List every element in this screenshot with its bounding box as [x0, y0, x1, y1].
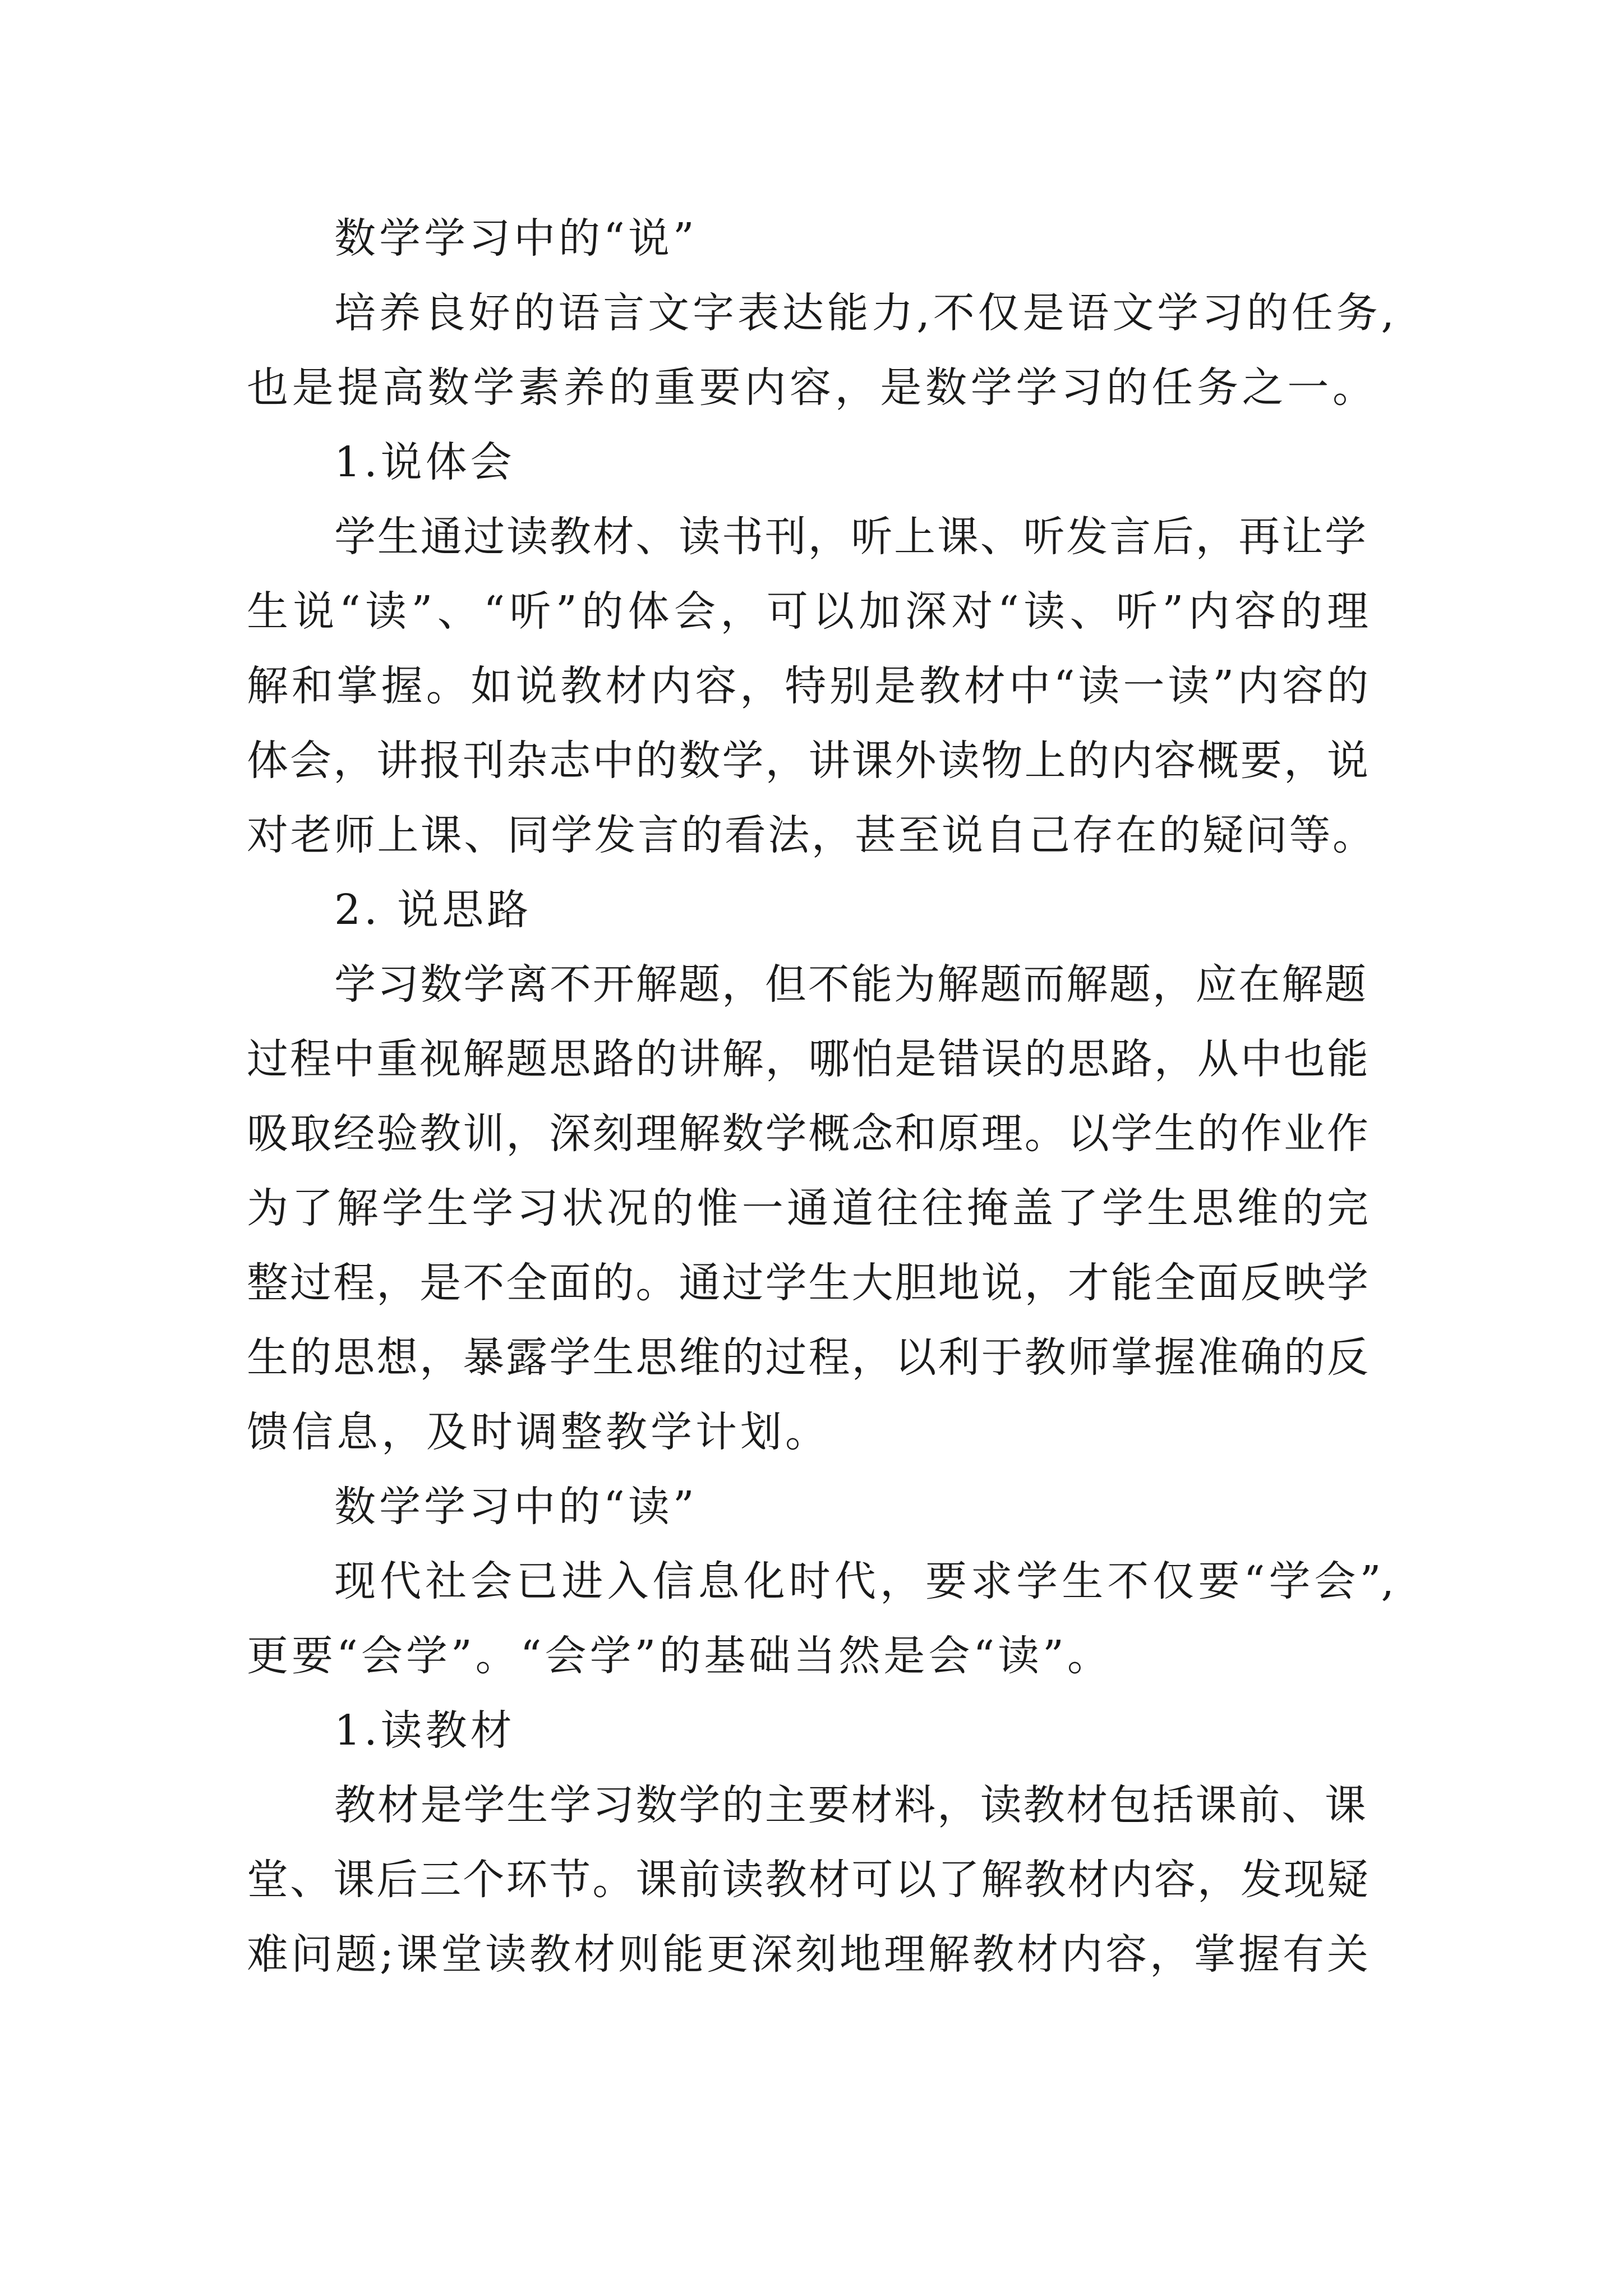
- paragraph-line: 堂、课后三个环节。课前读教材可以了解教材内容，发现疑: [247, 1856, 1368, 1904]
- subheading-thinking: 2. 说思路: [334, 886, 532, 934]
- paragraph-line: 体会，讲报刊杂志中的数学，讲课外读物上的内容概要，说: [247, 737, 1368, 785]
- paragraph-line: 过程中重视解题思路的讲解，哪怕是错误的思路，从中也能: [247, 1035, 1368, 1083]
- paragraph-line: 学生通过读教材、读书刊，听上课、听发言后，再让学: [334, 513, 1366, 561]
- paragraph-line: 生说“读”、“听”的体会，可以加深对“读、听”内容的理: [247, 587, 1368, 636]
- paragraph-line: 解和掌握。如说教材内容，特别是教材中“读一读”内容的: [247, 662, 1368, 710]
- paragraph-line: 学习数学离不开解题，但不能为解题而解题，应在解题: [334, 960, 1366, 1009]
- paragraph-line: 馈信息，及时调整教学计划。: [247, 1408, 830, 1456]
- section-heading-read: 数学学习中的“读”: [334, 1483, 698, 1531]
- paragraph-line: 教材是学生学习数学的主要材料，读教材包括课前、课: [334, 1781, 1366, 1829]
- paragraph-line: 生的思想，暴露学生思维的过程，以利于教师掌握准确的反: [247, 1333, 1368, 1382]
- paragraph-line: 现代社会已进入信息化时代，要求学生不仅要“学会”,: [334, 1557, 1394, 1605]
- paragraph-line: 也是提高数学素养的重要内容，是数学学习的任务之一。: [247, 364, 1374, 412]
- paragraph-line: 吸取经验教训，深刻理解数学概念和原理。以学生的作业作: [247, 1110, 1368, 1158]
- paragraph-line: 培养良好的语言文字表达能力,不仅是语文学习的任务,: [334, 289, 1394, 337]
- paragraph-line: 为了解学生学习状况的惟一通道往往掩盖了学生思维的完: [247, 1184, 1368, 1232]
- paragraph-line: 对老师上课、同学发言的看法，甚至说自己存在的疑问等。: [247, 811, 1374, 859]
- paragraph-line: 更要“会学”。“会学”的基础当然是会“读”。: [247, 1632, 1112, 1680]
- subheading-textbook: 1.读教材: [334, 1706, 515, 1755]
- section-heading-say: 数学学习中的“说”: [334, 214, 698, 263]
- paragraph-line: 难问题;课堂读教材则能更深刻地理解教材内容，掌握有关: [247, 1930, 1368, 1978]
- subheading-experience: 1.说体会: [334, 438, 515, 486]
- paragraph-line: 整过程，是不全面的。通过学生大胆地说，才能全面反映学: [247, 1259, 1368, 1307]
